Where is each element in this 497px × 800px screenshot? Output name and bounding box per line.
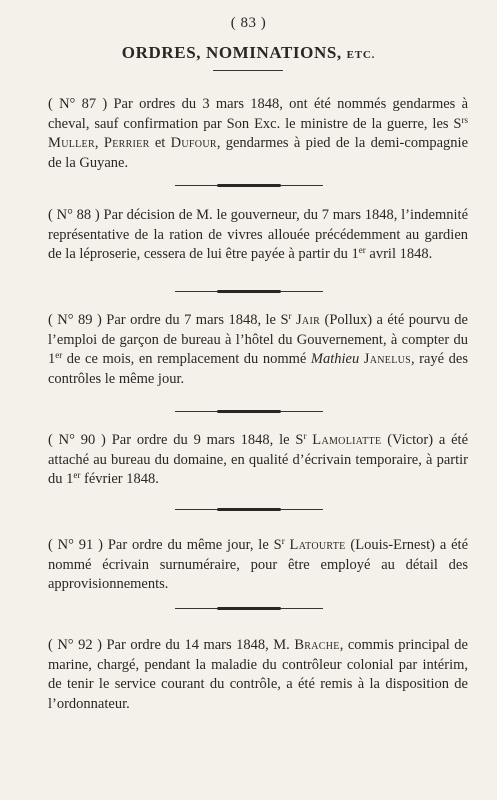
entry-number: ( N° 92 )	[48, 637, 102, 653]
entry-text: février 1848.	[80, 471, 159, 488]
entry-text: , gendarmes à pied de la demi-compagnie de la Guyane.	[48, 135, 469, 171]
italic-name: Mathieu	[310, 351, 360, 368]
entry-text: et	[149, 135, 171, 152]
entry-text: (Victor) a été attaché au bureau du domaine, en qualité d’écrivain temporaire, à partir du 1	[48, 432, 468, 488]
entry-number: ( N° 89 )	[48, 312, 102, 328]
section-separator	[175, 508, 323, 511]
section-separator	[175, 290, 323, 293]
entry-text: (Louis-Ernest) a été nommé écrivain surnuméraire, pour être employé au détail des approvisionnements.	[48, 537, 469, 593]
section-heading	[0, 43, 497, 63]
section-separator	[175, 607, 323, 610]
entry-text: Par ordres du 3 mars 1848, ont été nommés gendarmes à cheval, sauf confirmation par Son Exc. le ministre de la guerre, les S	[48, 96, 469, 132]
entry-text: de ce mois, en remplacement du nommé	[62, 351, 311, 368]
entry-92	[48, 636, 468, 714]
entry-text: , commis principal de marine, chargé, pendant la maladie du contrôleur colonial par intérim, de tenir le service courant du contrôle, a été remis à la disposition de l’ordonnateur.	[48, 637, 468, 712]
entry-89	[48, 311, 468, 389]
superscript: er	[358, 245, 366, 256]
entry-number: ( N° 87 )	[48, 96, 108, 112]
entry-text: , rayé des contrôles le même jour.	[48, 351, 469, 387]
superscript: rs	[461, 114, 468, 125]
superscript: r	[303, 431, 307, 441]
heading-main: ORDRES, NOMINATIONS,	[121, 43, 342, 62]
person-name: Jair	[295, 312, 321, 328]
entry-88	[48, 206, 468, 265]
person-name: Latourte	[289, 537, 346, 553]
page-number: ( 83 )	[230, 15, 267, 31]
person-name: Muller	[48, 135, 95, 152]
entry-text: Par décision de M. le gouverneur, du 7 mars 1848, l’indemnité représentative de la ration de vivres allouée précédemment au gardien de la léproserie, cessera de lui être payée à partir du 1	[48, 207, 469, 263]
entry-text: Par ordre du 14 mars 1848, M.	[106, 637, 295, 653]
person-name: Brache	[294, 637, 340, 653]
entry-text: avril 1848.	[365, 246, 433, 263]
entry-number: ( N° 90 )	[48, 432, 106, 448]
person-name: Dufour	[170, 135, 217, 152]
entry-text: (Pollux) a été pourvu de l’emploi de garçon de bureau à l’hôtel du Gouvernement, à compter du 1	[48, 312, 468, 368]
person-name: Perrier	[103, 135, 150, 152]
entry-number: ( N° 91 )	[48, 537, 103, 553]
person-name: Lamoliatte	[312, 432, 382, 448]
entry-text: Par ordre du 9 mars 1848, le S	[111, 432, 304, 448]
entry-87	[48, 95, 468, 173]
superscript: er	[73, 470, 81, 481]
superscript: r	[281, 536, 285, 546]
entry-90	[48, 431, 468, 490]
entry-text: ,	[94, 135, 104, 152]
entry-text: Par ordre du 7 mars 1848, le S	[106, 312, 289, 328]
person-name: Janelus	[363, 351, 411, 368]
superscript: r	[288, 311, 292, 321]
section-separator	[175, 184, 323, 187]
heading-rule	[213, 70, 283, 71]
heading-etc: ETC.	[346, 49, 376, 61]
entry-91	[48, 536, 468, 595]
entry-text: Par ordre du même jour, le S	[107, 537, 282, 553]
entry-number: ( N° 88 )	[48, 207, 100, 223]
section-separator	[175, 410, 323, 413]
superscript: er	[55, 350, 63, 361]
